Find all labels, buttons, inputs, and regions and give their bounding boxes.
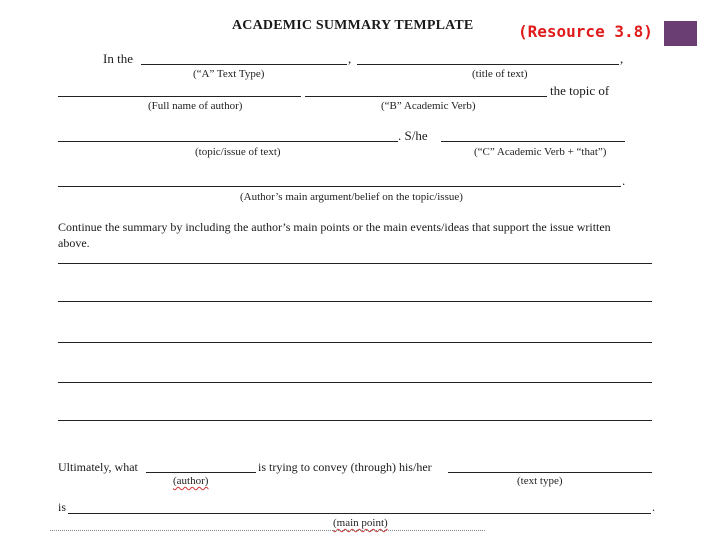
writing-line[interactable] bbox=[58, 420, 652, 421]
instructions-line-2: above. bbox=[58, 236, 90, 250]
writing-line[interactable] bbox=[58, 382, 652, 383]
main-argument-blank[interactable] bbox=[58, 186, 621, 187]
label-main-point: (main point) bbox=[333, 517, 388, 529]
label-closing-text-type: (text type) bbox=[517, 475, 563, 487]
closing-author-blank[interactable] bbox=[146, 472, 256, 473]
label-topic-issue: (topic/issue of text) bbox=[195, 146, 281, 158]
author-name-blank[interactable] bbox=[58, 96, 301, 97]
accent-block bbox=[664, 21, 697, 46]
title-of-text-blank[interactable] bbox=[357, 64, 619, 65]
row3-middle: . S/he bbox=[398, 128, 428, 143]
academic-verb-b-blank[interactable] bbox=[305, 96, 547, 97]
label-closing-author: (author) bbox=[173, 475, 209, 487]
closing-start: Ultimately, what bbox=[58, 460, 138, 474]
text-type-blank[interactable] bbox=[141, 64, 347, 65]
resource-label: (Resource 3.8) bbox=[518, 22, 653, 41]
writing-line[interactable] bbox=[58, 263, 652, 264]
row1-prefix: In the bbox=[103, 51, 133, 66]
label-academic-verb-c: (“C” Academic Verb + “that”) bbox=[474, 146, 607, 158]
instructions-line-1: Continue the summary by including the author’s main points or the main events/ideas that support the issue written bbox=[58, 220, 611, 234]
closing-period: . bbox=[652, 500, 655, 514]
page-edge-divider bbox=[50, 530, 485, 531]
label-author-name: (Full name of author) bbox=[148, 100, 243, 112]
academic-verb-c-blank[interactable] bbox=[441, 141, 625, 142]
closing-text-type-blank[interactable] bbox=[448, 472, 652, 473]
page-title: ACADEMIC SUMMARY TEMPLATE bbox=[232, 18, 474, 33]
row1-comma: , bbox=[348, 51, 352, 66]
row1-comma-end: , bbox=[620, 51, 624, 66]
row2-suffix: the topic of bbox=[550, 83, 610, 98]
label-main-argument: (Author’s main argument/belief on the topic/issue) bbox=[240, 191, 463, 203]
row4-period: . bbox=[622, 173, 626, 188]
closing-middle: is trying to convey (through) his/her bbox=[258, 460, 432, 474]
label-title-of-text: (title of text) bbox=[472, 68, 528, 80]
main-point-blank[interactable] bbox=[68, 513, 651, 514]
label-text-type: (“A” Text Type) bbox=[193, 68, 265, 80]
writing-line[interactable] bbox=[58, 301, 652, 302]
topic-issue-blank[interactable] bbox=[58, 141, 398, 142]
closing-is: is bbox=[58, 500, 67, 514]
label-academic-verb-b: (“B” Academic Verb) bbox=[381, 100, 476, 112]
writing-line[interactable] bbox=[58, 342, 652, 343]
